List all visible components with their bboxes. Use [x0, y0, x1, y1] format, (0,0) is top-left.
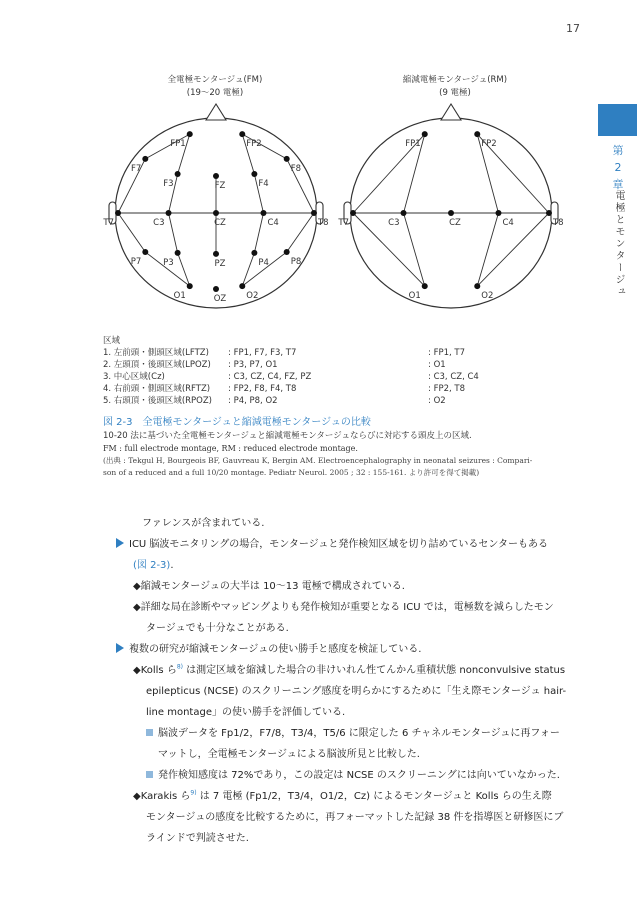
figure-description: 10-20 法に基づいた全電極モンタージュと縮減電極モンタージュならびに対応する頭皮上の区域. [103, 431, 472, 441]
legend-heading: 区域 [103, 336, 121, 346]
electrode-label: O1 [173, 291, 186, 302]
electrode-label: C3 [153, 218, 165, 228]
electrode-dot [448, 210, 454, 216]
diagram-right-title-line1: 縮減電極モンタージュ(RM) [402, 75, 508, 85]
triangle-bullet-icon [116, 538, 124, 548]
electrode-dot [213, 286, 219, 292]
electrode-label: O2 [246, 291, 259, 302]
electrode-dot [213, 173, 219, 179]
electrode-dot [213, 210, 219, 216]
legend-zone-fm: : C3, CZ, C4, FZ, PZ [228, 372, 312, 382]
electrode-label: F4 [258, 179, 269, 190]
electrode-label: F7 [130, 163, 142, 174]
legend-zone-rm: : O2 [428, 396, 446, 406]
legend-zone-name: 4. 右前頭・側頭区域(RFTZ) [103, 384, 211, 394]
electrode-dot [350, 210, 356, 216]
square-bullet-icon [146, 771, 153, 778]
chapter-number-line3: 章 [612, 178, 624, 191]
diamond-item-continuation: タージュでも十分なことがある. [146, 623, 289, 634]
electrode-label: PZ [214, 258, 226, 269]
electrode-dot [311, 210, 317, 216]
electrode-dot [142, 249, 148, 255]
electrode-dot [142, 156, 148, 162]
page-number: 17 [566, 22, 580, 35]
nose-icon [441, 104, 461, 120]
legend-row [103, 371, 479, 383]
square-text: 発作検知感度は 72%であり，この設定は NCSE のスクリーニングには向いていなかった. [158, 770, 560, 781]
electrode-label: F8 [290, 163, 302, 174]
diamond-item: ◆詳細な局在診断やマッピングよりも発作検知が重要となる ICU では，電極数を減らしたモン [133, 602, 554, 613]
electrode-dot [251, 250, 257, 256]
montage-diagrams [0, 0, 637, 330]
legend-row [103, 347, 465, 359]
diagram-left-title-line1: 全電極モンタージュ(FM) [167, 75, 263, 85]
electrode-label: F3 [163, 179, 174, 190]
legend-zone-rm: : O1 [428, 360, 446, 370]
electrode-label: C4 [267, 218, 279, 228]
electrode-label: P7 [130, 256, 142, 267]
legend-zone-fm: : P4, P8, O2 [228, 396, 278, 406]
triangle-bullet-icon [116, 643, 124, 653]
electrode-dot [187, 283, 193, 289]
bullet-text-end: . [170, 560, 174, 571]
legend-zone-rm: : C3, CZ, C4 [428, 372, 479, 382]
electrode-dot [260, 210, 266, 216]
electrode-label: OZ [213, 294, 227, 304]
figure-caption [103, 416, 583, 479]
legend-zone-rm: : FP1, T7 [428, 348, 465, 358]
diamond-item-continuation: line montage」の使い勝手を評価している. [146, 707, 346, 718]
electrode-label: T7 [103, 218, 115, 228]
legend-row [103, 359, 446, 371]
electrode-dot [401, 210, 407, 216]
diamond-item-continuation: ラインドで判読させた. [146, 833, 249, 844]
chapter-number-line1: 第 [612, 144, 624, 157]
legend-zone-name: 5. 右頭頂・後頭区域(RPOZ) [103, 396, 212, 406]
figure-title: 図 2-3 全電極モンタージュと縮減電極モンタージュの比較 [103, 417, 371, 428]
electrode-label: FZ [214, 180, 226, 191]
montage-link-line [169, 213, 178, 253]
figure-abbreviations: FM : full electrode montage, RM : reduced electrode montage. [103, 444, 358, 453]
electrode-label: CZ [449, 218, 461, 228]
electrode-label: C4 [502, 218, 514, 228]
electrode-dot [422, 131, 428, 137]
electrode-label: P4 [258, 257, 269, 268]
square-item-continuation: マットし，全電極モンタージュによる脳波所見と比較した. [158, 749, 420, 760]
electrode-label: FP1 [170, 139, 186, 150]
montage-link-line [254, 213, 263, 253]
electrode-label: FP1 [405, 139, 421, 150]
diamond-item [112, 786, 592, 807]
diamond-text: は測定区域を縮減した場合の非けいれん性てんかん重積状態 nonconvulsive status [183, 665, 566, 676]
electrode-label: C3 [388, 218, 400, 228]
legend-zone-fm: : P3, P7, O1 [228, 360, 278, 370]
electrode-dot [495, 210, 501, 216]
chapter-number-line2: 2 [614, 161, 622, 174]
citation-number[interactable]: 8) [176, 663, 183, 671]
electrode-dot [239, 283, 245, 289]
electrode-dot [474, 131, 480, 137]
bullet-text: ICU 脳波モニタリングの場合，モンタージュと発作検知区域を切り詰めているセンターもある [129, 539, 549, 550]
electrode-dot [175, 250, 181, 256]
diamond-text: は 7 電極 (Fp1/2，T3/4，O1/2，Cz) によるモンタージュと Kolls らの生え際 [196, 791, 552, 802]
legend-zone-fm: : FP2, F8, F4, T8 [228, 384, 297, 394]
square-bullet-icon [146, 729, 153, 736]
legend-zone-rm: : FP2, T8 [428, 384, 465, 394]
diamond-item-continuation: epilepticus (NCSE) のスクリーニング感度を明らかにするために「生え際モンタージュ hair- [146, 686, 567, 697]
diamond-item [112, 660, 592, 681]
body-text [112, 513, 592, 849]
legend-row [103, 383, 465, 395]
legend-zone-fm: : FP1, F7, F3, T7 [228, 348, 297, 358]
zone-legend [103, 335, 479, 407]
figure-source-line1: (出典 : Tekgul H, Bourgeois BF, Gauvreau K, Bergin AM. Electroencephalography in neonatal seizures : Compari- [103, 456, 533, 465]
electrode-label: P8 [290, 256, 302, 267]
electrode-label: T8 [552, 218, 564, 228]
electrode-label: CZ [214, 218, 226, 228]
nose-icon [206, 104, 226, 120]
diamond-item-continuation: モンタージュの感度を比較するために，再フォーマットした記録 38 件を指導医と研修医にブ [146, 812, 564, 823]
electrode-dot [284, 249, 290, 255]
electrode-label: FP2 [481, 139, 497, 150]
electrode-dot [422, 283, 428, 289]
electrode-label: P3 [163, 257, 174, 268]
diagram-left-title-line2: (19～20 電極) [186, 88, 244, 98]
electrode-dot [187, 131, 193, 137]
bullet-continuation [112, 555, 592, 576]
electrode-dot [166, 210, 172, 216]
square-item [112, 723, 592, 744]
electrode-dot [175, 171, 181, 177]
diagram-full-montage [102, 104, 328, 308]
diagram-right-title-line2: (9 電極) [439, 88, 471, 98]
legend-zone-name: 3. 中心区域(Cz) [103, 372, 165, 382]
electrode-label: T8 [317, 218, 329, 228]
legend-row [103, 395, 446, 407]
bullet-item [112, 534, 592, 555]
bullet-item [112, 639, 592, 660]
legend-zone-name: 2. 左頭頂・後頭区域(LPOZ) [103, 360, 211, 370]
electrode-dot [546, 210, 552, 216]
electrode-dot [115, 210, 121, 216]
citation-number[interactable]: 9) [190, 789, 197, 797]
bullet-text: 複数の研究が縮減モンタージュの使い勝手と感度を検証している. [129, 644, 422, 655]
electrode-dot [474, 283, 480, 289]
legend-zone-name: 1. 左前頭・側頭区域(LFTZ) [103, 348, 209, 358]
electrode-dot [284, 156, 290, 162]
paragraph: ファレンスが含まれている. [142, 518, 265, 529]
montage-link-line [287, 213, 314, 252]
chapter-title: 電極とモンタージュ [613, 190, 624, 298]
figure-reference-link[interactable]: (図 2-3) [133, 560, 171, 571]
electrode-label: O1 [408, 291, 421, 302]
electrode-label: T7 [338, 218, 350, 228]
diagram-reduced-montage [337, 104, 563, 308]
citation-author: ◆Kolls ら [133, 665, 177, 676]
electrode-label: O2 [481, 291, 494, 302]
electrode-label: FP2 [246, 139, 262, 150]
diamond-item: ◆縮減モンタージュの大半は 10～13 電極で構成されている. [133, 581, 405, 592]
montage-link-line [118, 213, 145, 252]
square-text: 脳波データを Fp1/2，F7/8，T3/4，T5/6 に限定した 6 チャネルモンタージュに再フォー [158, 728, 560, 739]
figure-source-line2: son of a reduced and a full 10/20 montage. Pediatr Neurol. 2005 ; 32 : 155-161. より許可を得て掲載) [103, 468, 480, 477]
electrode-dot [239, 131, 245, 137]
citation-author: ◆Karakis ら [133, 791, 191, 802]
square-item [112, 765, 592, 786]
electrode-dot [213, 251, 219, 257]
electrode-dot [251, 171, 257, 177]
